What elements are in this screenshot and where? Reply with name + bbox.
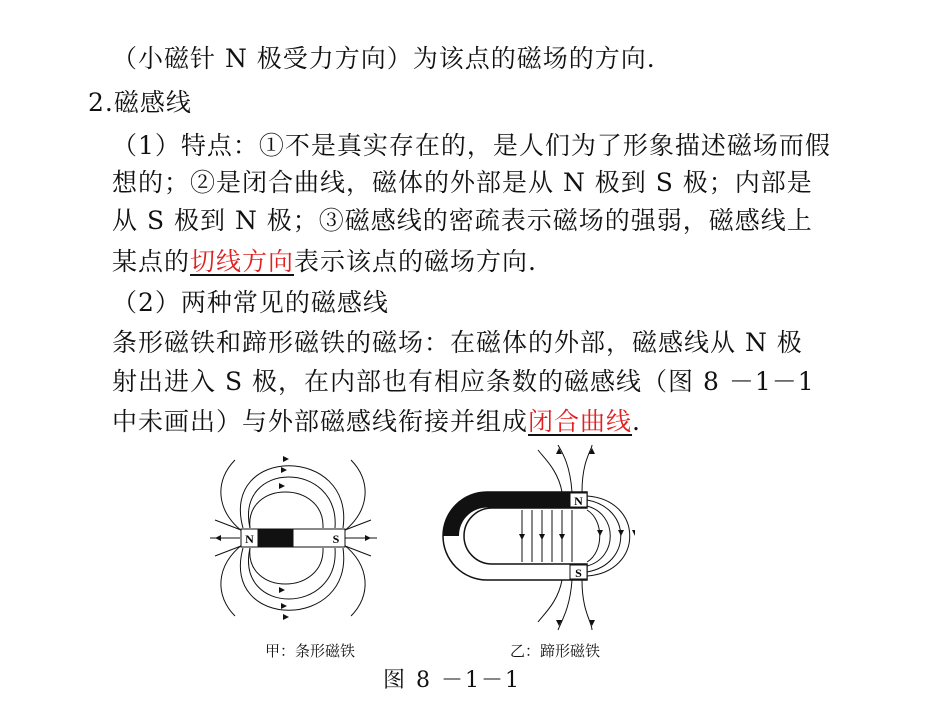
text-segment: 表示该点的磁场方向.: [294, 247, 537, 276]
horseshoe-s-label: S: [575, 566, 582, 580]
caption-horseshoe-magnet: 乙：蹄形磁铁: [510, 642, 601, 660]
bar-magnet: [241, 529, 345, 547]
text-segment: .: [632, 407, 641, 436]
highlight-tangent-direction: 切线方向: [190, 247, 295, 276]
paragraph-1-line-1: （1）特点：①不是真实存在的，是人们为了形象描述磁场而假: [112, 131, 831, 160]
paragraph-1-line-2: 想的；②是闭合曲线，磁体的外部是从 N 极到 S 极；内部是: [112, 168, 813, 197]
figure-caption: 图 8 －1－1: [383, 668, 521, 693]
section-heading: 2.磁感线: [88, 88, 192, 117]
paragraph-2-line-1: 条形磁铁和蹄形磁铁的磁场：在磁体的外部，磁感线从 N 极: [112, 328, 803, 357]
bar-magnet-s-label: S: [332, 532, 340, 546]
text-segment: 中未画出）与外部磁感线衔接并组成: [112, 407, 529, 436]
horseshoe-n-label: N: [574, 494, 583, 508]
paragraph-1-line-4: [112, 245, 537, 279]
paragraph-2-line-3: [112, 405, 641, 439]
caption-bar-magnet: 甲：条形磁铁: [265, 642, 356, 660]
text-line-1: （小磁针 N 极受力方向）为该点的磁场的方向.: [112, 44, 656, 73]
magnet-field-figure: [195, 440, 635, 650]
horseshoe-field-lines: [522, 445, 630, 630]
subheading-2: （2）两种常见的磁感线: [112, 288, 389, 317]
paragraph-2-line-2: 射出进入 S 极，在内部也有相应条数的磁感线（图 8 －1－1: [112, 367, 815, 396]
horseshoe-magnet: [443, 445, 635, 630]
bar-magnet-n-label: N: [245, 532, 254, 546]
highlight-closed-curve: 闭合曲线: [528, 407, 633, 436]
paragraph-1-line-3: 从 S 极到 N 极；③磁感线的密疏表示磁场的强弱，磁感线上: [112, 206, 813, 235]
horseshoe-arrows: [519, 448, 635, 626]
text-segment: 某点的: [112, 247, 191, 276]
